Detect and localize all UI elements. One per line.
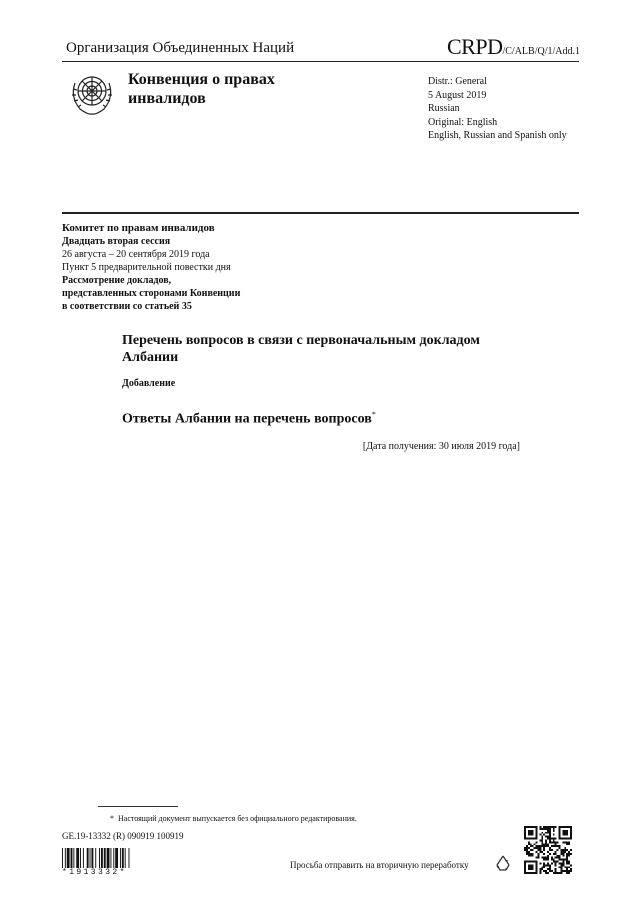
agenda-item-line1: Рассмотрение докладов, — [62, 275, 172, 286]
header-rule — [62, 61, 579, 62]
distr-language: Russian — [428, 103, 460, 114]
barcode — [62, 848, 152, 868]
replies-title — [122, 410, 376, 428]
convention-title-line1: Конвенция о правах — [128, 71, 275, 88]
un-emblem-icon — [66, 67, 118, 119]
distr-general: Distr.: General — [428, 76, 487, 87]
distr-languages-only: English, Russian and Spanish only — [428, 130, 567, 141]
committee-session: Двадцать вторая сессия — [62, 236, 171, 247]
symbol-main: CRPD — [447, 34, 503, 59]
footnote-rule — [98, 806, 178, 807]
agenda-item: Пункт 5 предварительной повестки дня — [62, 262, 231, 273]
convention-title — [128, 70, 328, 108]
distr-original: Original: English — [428, 116, 498, 128]
recycle-text: Просьба отправить на вторичную переработку — [290, 860, 469, 870]
committee-dates: 26 августа – 20 сентября 2019 года — [62, 249, 210, 260]
committee-name: Комитет по правам инвалидов — [62, 222, 215, 234]
agenda-item-line3: в соответствии со статьей 35 — [62, 301, 192, 312]
qr-code-icon — [524, 826, 572, 874]
distr-date: 5 August 2019 — [428, 89, 487, 101]
footnote-marker: * — [110, 814, 114, 823]
replies-footnote-marker: * — [371, 410, 376, 419]
document-title: Перечень вопросов в связи с первоначальным докладом Албании — [122, 333, 480, 365]
convention-title-line2: инвалидов — [128, 90, 206, 107]
footnote — [110, 814, 357, 823]
barcode-text: *1913332* — [62, 868, 127, 877]
date-received: [Дата получения: 30 июля 2019 года] — [362, 441, 520, 452]
document-symbol — [447, 34, 580, 60]
replies-title-text: Ответы Албании на перечень вопросов — [122, 411, 372, 427]
recycle-icon — [493, 853, 513, 873]
agenda-item-line2: представленных сторонами Конвенции — [62, 288, 241, 299]
job-number: GE.19-13332 (R) 090919 100919 — [62, 831, 184, 841]
section-rule — [62, 212, 579, 214]
distribution-block — [428, 75, 567, 143]
footnote-text: Настоящий документ выпускается без официального редактирования. — [118, 814, 357, 823]
addendum-label: Добавление — [122, 378, 176, 389]
organization-name: Организация Объединенных Наций — [66, 40, 295, 56]
symbol-suffix: /C/ALB/Q/1/Add.1 — [502, 46, 580, 57]
committee-block — [62, 222, 240, 313]
